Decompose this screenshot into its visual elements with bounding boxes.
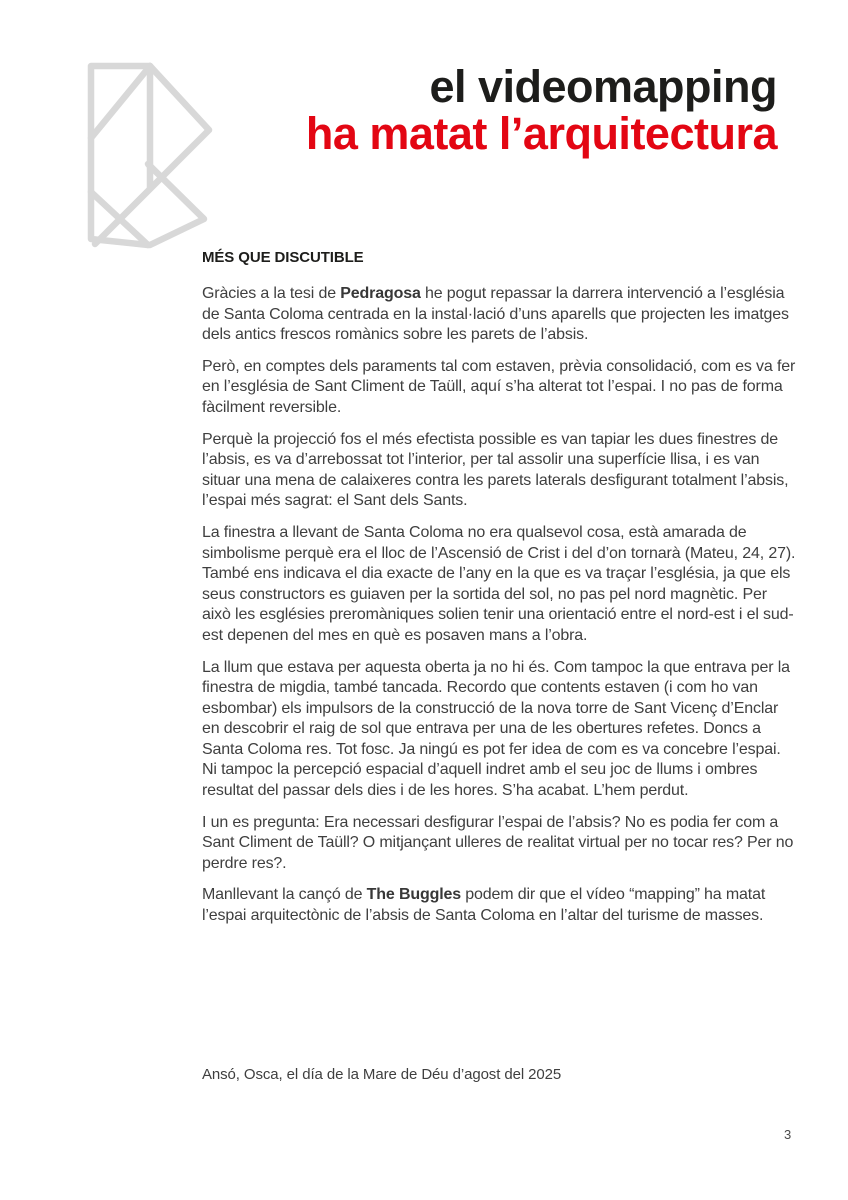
bold-text: The Buggles xyxy=(366,886,462,904)
title-line-1: el videomapping xyxy=(429,61,777,112)
paragraph xyxy=(202,430,796,512)
body-text: I un es pregunta: Era necessari desfigurar l’espai de l’absis? No es podia fer com a Sant Climent de Taüll? O mitjançant ulleres de realitat virtual per no tocar res? Per no perdre res?. xyxy=(202,813,794,872)
body-text: Perquè la projecció fos el més efectista possible es van tapiar les dues finestres de l’absis, es va d’arrebossat tot l’interior, per tal assolir una superfície llisa, i es van situar una mena de calaixeres contra les parets laterals desfigurant totalment l’absis, l’espai més sagrat: el Sant dels Sants. xyxy=(202,430,789,510)
body-text: La llum que estava per aquesta oberta ja no hi és. Com tampoc la que entrava per la finestra de migdia, també tancada. Recordo que contents estaven (i com ho van esbombar) els impulsors de la construcció de la nova torre de Sant Vicenç d’Enclar en descobrir el raig de sol que entrava per una de les obertures refetes. Doncs a Santa Coloma res. Tot fosc. Ja ningú es pot fer idea de com es va concebre l’espai. Ni tampoc la percepció espacial d’aquell indret amb el seu joc de llums i ombres resultat del passar dels dies i de les hores. S’ha acabat. L’hem perdut. xyxy=(202,658,790,800)
body-text: he pogut repassar la darrera intervenció a l’església de Santa Coloma centrada en la instal·lació d’uns aparells que projecten les imatges dels antics frescos romànics sobre les parets de l’absis. xyxy=(202,285,789,344)
article-body xyxy=(202,284,796,938)
logo-strokes xyxy=(91,66,209,245)
paragraph xyxy=(202,284,796,346)
body-text: Manllevant la cançó de xyxy=(202,886,367,904)
paragraph xyxy=(202,523,796,647)
page-number: 3 xyxy=(784,1127,792,1142)
bold-text: Pedragosa xyxy=(340,285,421,302)
paragraph xyxy=(202,885,796,926)
document-title xyxy=(306,63,777,157)
paragraph xyxy=(202,813,796,875)
geometric-outline-logo-icon xyxy=(84,60,216,250)
body-text: La finestra a llevant de Santa Coloma no era qualsevol cosa, està amarada de simbolisme perquè era el lloc de l’Ascensió de Crist i del d’on tornarà (Mateu, 24, 27). També ens indicava el dia exacte de l’any en la que es va traçar l’església, ja que els seus constructors es guiaven per la sortida del sol, no pas pel nord magnètic. Per això les esglésies preromàniques solien tenir una orientació entre el nord-est i el sud-est depenen del mes en què es posaven mans a l’obra. xyxy=(202,523,796,644)
dateline: Ansó, Osca, el día de la Mare de Déu d’agost del 2025 xyxy=(202,1066,562,1083)
section-heading: MÉS QUE DISCUTIBLE xyxy=(202,249,364,266)
paragraph xyxy=(202,658,796,802)
body-text: Però, en comptes dels paraments tal com estaven, prèvia consolidació, com es va fer en l’església de Sant Climent de Taüll, aquí s’ha alterat tot l’espai. I no pas de forma fàcilment reversible. xyxy=(202,357,796,416)
body-text: Gràcies a la tesi de xyxy=(202,285,341,302)
body-text: podem dir que el vídeo “mapping” ha matat l’espai arquitectònic de l’absis de Santa Coloma en l’altar del turisme de masses. xyxy=(202,886,766,925)
title-line-2: ha matat l’arquitectura xyxy=(305,108,777,159)
paragraph xyxy=(202,357,796,419)
